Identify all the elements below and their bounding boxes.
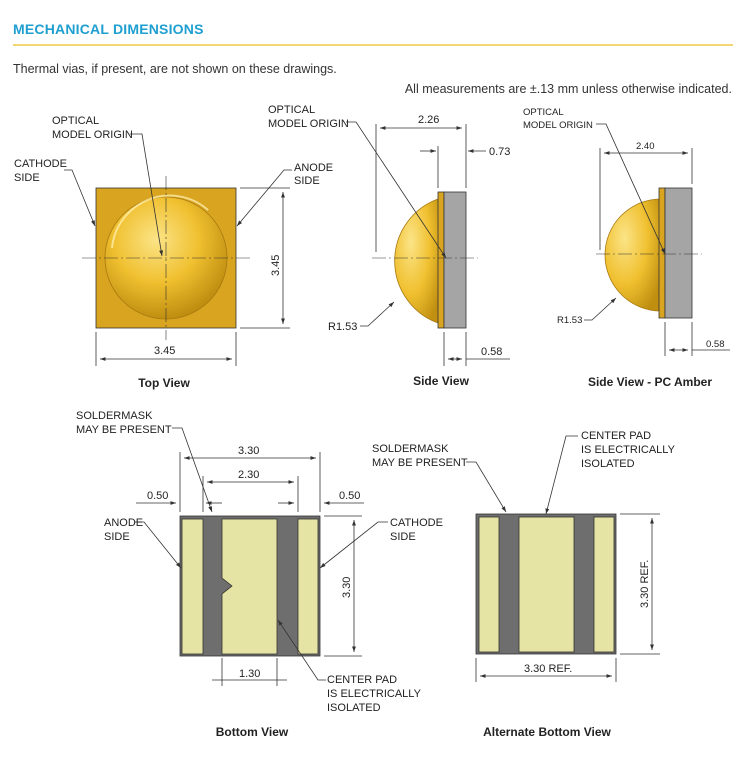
bottom-view-cathode-pad [298, 519, 318, 654]
bottom-view-caption: Bottom View [215, 725, 289, 739]
pc-amber-substrate [665, 188, 692, 318]
bottom-view-right-pad-dim: 0.50 [339, 490, 361, 502]
side-view [268, 104, 510, 388]
side-view-offset-dim: 0.73 [489, 146, 511, 158]
pc-amber-radius-dim: R1.53 [557, 315, 583, 326]
bottom-view-height-dim: 3.30 [341, 576, 353, 598]
alt-bottom-center-pad-2: IS ELECTRICALLY [581, 444, 675, 456]
section-title: MECHANICAL DIMENSIONS [13, 21, 204, 37]
bottom-view-center-pad-1: CENTER PAD [327, 674, 398, 686]
alt-bottom-width-dim: 3.30 REF. [524, 663, 573, 675]
bottom-view-anode-2: SIDE [104, 531, 130, 543]
bottom-view-cathode-1: CATHODE [390, 517, 443, 529]
top-view-origin-label-1: OPTICAL [52, 115, 100, 127]
thermal-vias-note: Thermal vias, if present, are not shown on these drawings. [13, 62, 337, 76]
bottom-view-overall-dim: 3.30 [238, 445, 260, 457]
side-view-substrate [444, 192, 466, 328]
bottom-view-center-pad-2: IS ELECTRICALLY [327, 688, 421, 700]
side-view-origin-label-1: OPTICAL [268, 104, 316, 116]
pc-amber-height-dim: 2.40 [636, 141, 655, 152]
pc-amber-gold-layer [659, 188, 665, 318]
bottom-view-bottom-dim: 1.30 [239, 668, 261, 680]
alt-bottom-center-pad [519, 517, 574, 652]
tolerance-note: All measurements are ±.13 mm unless otherwise indicated. [404, 82, 732, 96]
alt-bottom-center-pad-3: ISOLATED [581, 458, 635, 470]
top-view-height-dim: 3.45 [270, 254, 282, 276]
top-view-anode-label-2: SIDE [294, 175, 320, 187]
alt-bottom-left-pad [479, 517, 499, 652]
bottom-view-left-pad-dim: 0.50 [147, 490, 169, 502]
side-view-substrate-dim: 0.58 [481, 346, 503, 358]
pc-amber-origin-label-2: MODEL ORIGIN [523, 120, 593, 131]
bottom-view-center-pad-3: ISOLATED [327, 702, 381, 714]
top-view-cathode-label-2: SIDE [14, 172, 40, 184]
alt-bottom-height-dim: 3.30 REF. [639, 559, 651, 608]
side-view-pc-amber [523, 107, 730, 389]
side-view-origin-label-2: MODEL ORIGIN [268, 118, 349, 130]
alt-bottom-soldermask-1: SOLDERMASK [372, 443, 449, 455]
side-view-caption: Side View [413, 374, 469, 388]
side-view-dome [395, 198, 441, 324]
top-view-caption: Top View [138, 376, 190, 390]
top-view-width-dim: 3.45 [154, 345, 176, 357]
pc-amber-substrate-dim: 0.58 [706, 339, 725, 350]
top-view-anode-label-1: ANODE [294, 162, 334, 174]
bottom-view-soldermask-2: MAY BE PRESENT [76, 424, 172, 436]
alt-bottom-right-pad [594, 517, 614, 652]
bottom-view-soldermask-1: SOLDERMASK [76, 410, 153, 422]
top-view-cathode-label-1: CATHODE [14, 158, 67, 170]
bottom-view-cathode-2: SIDE [390, 531, 416, 543]
bottom-view-center-dim: 2.30 [238, 469, 260, 481]
alt-bottom-soldermask-2: MAY BE PRESENT [372, 457, 468, 469]
side-view-radius-dim: R1.53 [328, 321, 358, 333]
alt-bottom-center-pad-1: CENTER PAD [581, 430, 652, 442]
top-view-origin-label-2: MODEL ORIGIN [52, 129, 133, 141]
side-view-height-dim: 2.26 [418, 114, 440, 126]
side-view-gold-layer [438, 192, 444, 328]
pc-amber-caption: Side View - PC Amber [587, 375, 713, 389]
alt-bottom-caption: Alternate Bottom View [483, 725, 611, 739]
bottom-view-anode-pad [182, 519, 203, 654]
pc-amber-origin-label-1: OPTICAL [523, 107, 564, 118]
top-view [14, 115, 333, 390]
bottom-view-anode-1: ANODE [104, 517, 144, 529]
pc-amber-dome [605, 199, 661, 311]
